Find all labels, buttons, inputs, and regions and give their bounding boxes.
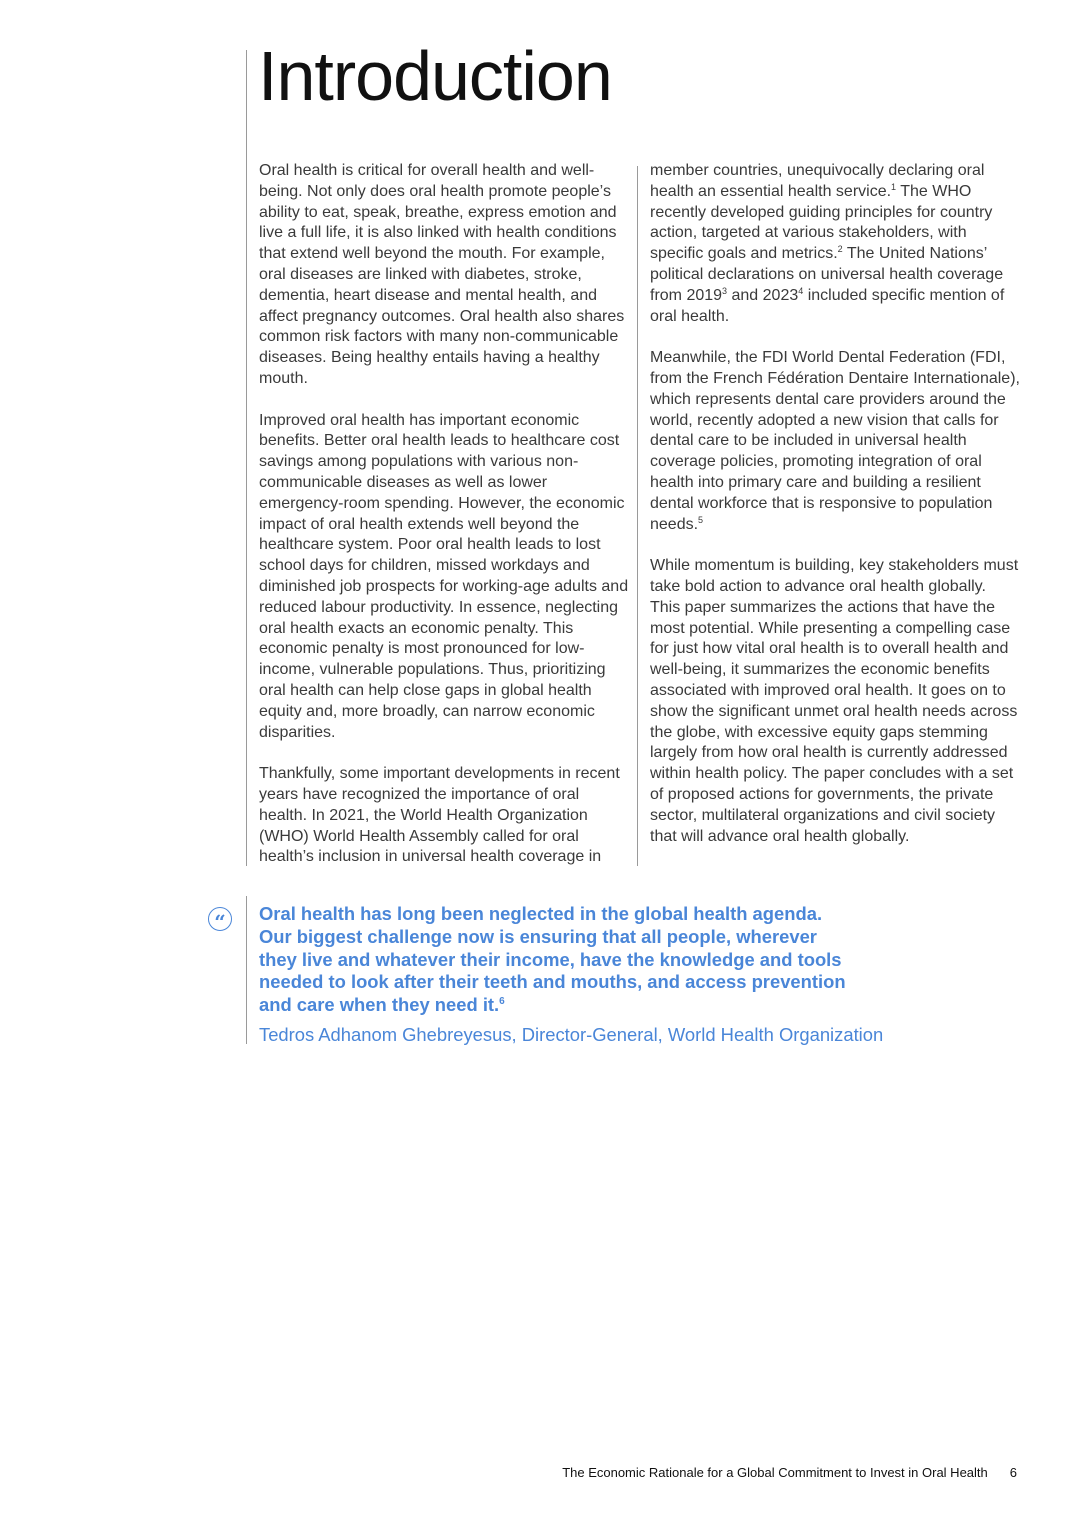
- right-paragraph-1-text-d: and 2023: [727, 286, 799, 304]
- page-number: 6: [1009, 1465, 1017, 1480]
- left-paragraph-1: Oral health is critical for overall health and well-being. Not only does oral health promote people’s ability to eat, speak, breathe, express emotion and live a full life, it is also linked with health conditions that extend well beyond the mouth. For example, oral diseases are linked with diabetes, stroke, dementia, heart disease and mental health, and affect pregnancy outcomes. Oral health also shares common risk factors with many non-communicable diseases. Being healthy entails having a healthy mouth.: [259, 162, 625, 387]
- pull-quote-text: Oral health has long been neglected in the global health agenda. Our biggest challenge now is ensuring that all people, wherever they live and whatever their income, have the knowledge and tools needed to look after their teeth and mouths, and access prevention and care when they need it.: [259, 903, 846, 1016]
- footnote-ref-4: 4: [798, 285, 804, 296]
- footnote-ref-6: 6: [499, 996, 505, 1008]
- right-paragraph-1-text-c: The United Nations’ political declarations on universal health coverage from 2019: [650, 245, 1004, 304]
- right-paragraph-1-text-e: included specific mention of oral health.: [650, 286, 1005, 325]
- footnote-ref-3: 3: [722, 285, 728, 296]
- column-divider-rule: [637, 166, 638, 866]
- right-paragraph-1-text-a: member countries, unequivocally declaring oral health an essential health service.: [650, 162, 985, 200]
- right-paragraph-1-text-b: The WHO recently developed guiding principles for country action, targeted at various stakeholders, with specific goals and metrics.: [650, 182, 993, 263]
- left-paragraph-2: Improved oral health has important economic benefits. Better oral health leads to healthcare cost savings among populations with various non-communicable diseases as well as lower emergency-room spending. However, the economic impact of oral health extends well beyond the healthcare system. Poor oral health leads to lost school days for children, missed workdays and diminished job prospects for working-age adults and reduced labour productivity. In essence, neglecting oral health exacts an economic penalty. This economic penalty is most pronounced for low-income, vulnerable populations. Thus, prioritizing oral health can help close gaps in global health equity and, more broadly, can narrow economic disparities.: [259, 411, 629, 741]
- footer-report-title: The Economic Rationale for a Global Commitment to Invest in Oral Health: [562, 1465, 988, 1480]
- right-paragraph-2: [650, 348, 1020, 535]
- page-title: Introduction: [258, 37, 612, 115]
- left-paragraph-3: Thankfully, some important developments in recent years have recognized the importance of oral health. In 2021, the World Health Organization (WHO) World Health Assembly called for oral health’s inclusion in universal health coverage in: [259, 765, 620, 866]
- right-text-column: [650, 161, 1020, 868]
- quote-margin-rule: [246, 896, 247, 1044]
- quote-mark-icon: “: [208, 907, 232, 931]
- right-paragraph-3: While momentum is building, key stakeholders must take bold action to advance oral health globally. This paper summarizes the actions that have the most potential. While presenting a compelling case for just how vital oral health is to overall health and well-being, it summarizes the economic benefits associated with improved oral health. It goes on to show the significant unmet oral health needs across the globe, with excessive equity gaps stemming largely from how oral health is currently addressed within health policy. The paper concludes with a set of proposed actions for governments, the private sector, multilateral organizations and civil society that will advance oral health globally.: [650, 557, 1019, 845]
- page-footer: [0, 1464, 1017, 1482]
- quote-attribution: Tedros Adhanom Ghebreyesus, Director-General, World Health Organization: [259, 1024, 884, 1045]
- footnote-ref-1: 1: [891, 181, 897, 192]
- footnote-ref-5: 5: [698, 514, 704, 525]
- right-paragraph-1: [650, 161, 1020, 327]
- footnote-ref-2: 2: [837, 244, 843, 255]
- pull-quote: [259, 903, 859, 1017]
- left-margin-rule: [246, 50, 247, 866]
- right-paragraph-2-text: Meanwhile, the FDI World Dental Federation (FDI, from the French Fédération Dentaire Internationale), which represents dental care providers around the world, recently adopted a new vision that calls for dental care to be included in universal health coverage policies, promoting integration of oral health into primary care and building a resilient dental workforce that is responsive to population needs.: [650, 349, 1020, 533]
- left-text-column: [259, 161, 631, 889]
